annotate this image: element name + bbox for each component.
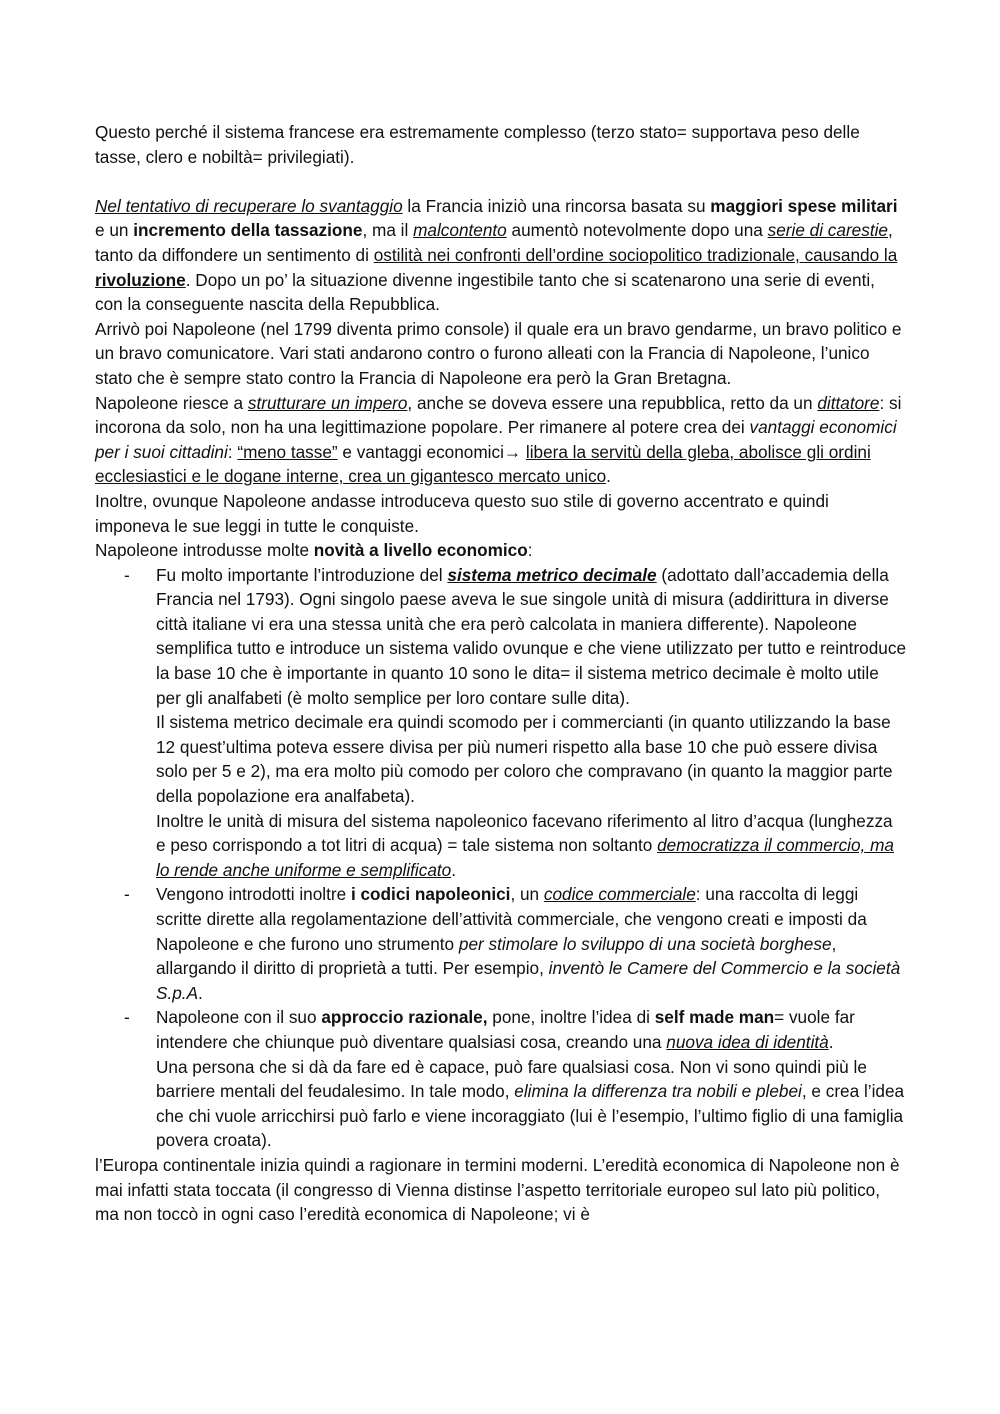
paragraph-spacer — [95, 169, 906, 194]
list-item-self-made-man — [124, 1005, 906, 1153]
paragraph-sistema-francese: Questo perché il sistema francese era estremamente complesso (terzo stato= supportava peso delle tasse, clero e nobiltà= privilegiati). — [95, 122, 860, 167]
phrase-societa-borghese: per stimolare lo sviluppo di una società borghese — [458, 933, 832, 954]
text-run: : — [227, 441, 238, 462]
list-item-codici-napoleonici — [124, 882, 906, 1005]
text-run: : una raccolta di leggi scritte dirette alla regolamentazione dell’attività commerciale, che vengono creati e imposti da Napoleone e che furono uno strumento — [156, 884, 867, 954]
phrase-approccio-razionale: approccio razionale, — [321, 1007, 488, 1028]
text-run: Vengono introdotti inoltre — [156, 884, 351, 905]
text-run: (adottato dall’accademia della Francia nel 1793). Ogni singolo paese aveva le sue singole unità di misura (addirittura in diverse città italiane vi era una stessa unità che era però calcolata in maniera differente). Napoleone semplifica tutto e introduce un sistema valido ovunque e che viene utilizzato per tutto e reintroduce la base 10 che è importante in quanto 10 sono le dita= il sistema metrico decimale è molto utile per gli analfabeti (è molto semplice per loro contare sulle dita). — [156, 564, 906, 708]
phrase-servitu-gleba: libera la servitù della gleba, abolisce gli ordini ecclesiastici e le dogane interne, crea un gigantesco mercato unico — [95, 441, 871, 487]
paragraph-rivoluzione — [95, 194, 906, 317]
phrase-tentativo: Nel tentativo di recuperare lo svantaggio — [95, 195, 403, 216]
text-run: . — [606, 466, 611, 487]
list-item-text — [156, 1055, 906, 1153]
phrase-codici-napoleonici: i codici napoleonici — [350, 884, 511, 905]
phrase-camere-commercio: inventò le Camere del Commercio e la società S.p.A — [156, 958, 901, 1003]
text-run: , anche se doveva essere una repubblica, retto da un — [407, 392, 818, 413]
list-item-text — [156, 1005, 906, 1054]
economic-novelties-list — [95, 563, 906, 1153]
paragraph-impero — [95, 391, 906, 489]
text-run: , allargando il diritto di proprietà a tutti. Per esempio, — [156, 933, 837, 979]
phrase-sistema-metrico-decimale: sistema metrico decimale — [447, 564, 657, 585]
text-run: . Dopo un po’ la situazione divenne ingestibile tanto che si scatenarono una serie di eventi, con la conseguente nascita della Repubblica. — [95, 269, 875, 315]
text-run: Napoleone introdusse molte — [95, 540, 314, 561]
phrase-strutturare-impero: strutturare un impero — [247, 392, 408, 413]
dash-bullet: - — [124, 1007, 130, 1028]
phrase-meno-tasse: “meno tasse” — [237, 441, 338, 462]
text-run: Una persona che si dà da fare ed è capace, può fare qualsiasi cosa. Non vi sono quindi più le barriere mentali del feudalesimo. In tale modo, — [156, 1056, 867, 1102]
phrase-malcontento: malcontento — [413, 220, 507, 241]
phrase-tassazione: incremento della tassazione — [133, 220, 363, 241]
phrase-novita-economico: novità a livello economico — [313, 540, 528, 561]
text-run: = vuole far intendere che chiunque può diventare qualsiasi cosa, creando una — [156, 1007, 855, 1052]
dash-bullet: - — [124, 884, 130, 905]
text-run: la Francia iniziò una rincorsa basata su — [402, 195, 711, 216]
paragraph-europa-continentale: l’Europa continentale inizia quindi a ragionare in termini moderni. L’eredità economica di Napoleone non è mai infatti stata toccata (il congresso di Vienna distinse l’aspetto territoriale europeo sul lato più politico, ma non toccò in ogni caso l’eredità economica di Napoleone; vi è — [95, 1154, 900, 1225]
text-run: Fu molto importante l’introduzione del — [156, 564, 448, 585]
phrase-nuova-identita: nuova idea di identità — [666, 1031, 829, 1052]
text-run: , un — [510, 884, 544, 905]
phrase-rivoluzione: rivoluzione — [95, 269, 186, 290]
text-run: , tanto da diffondere un sentimento di — [95, 220, 893, 265]
list-item-text — [156, 809, 906, 883]
phrase-vantaggi-economici: vantaggi economici per i suoi cittadini — [95, 417, 897, 462]
phrase-nobili-plebei: elimina la differenza tra nobili e plebei — [514, 1081, 802, 1102]
list-item-sistema-metrico — [124, 563, 906, 883]
text-run: ostilità nei confronti dell’ordine sociopolitico tradizionale, causando la — [373, 244, 898, 265]
dash-bullet: - — [124, 564, 130, 585]
phrase-self-made-man: self made man — [654, 1007, 775, 1028]
phrase-codice-commerciale: codice commerciale — [543, 884, 696, 905]
list-item-text: Il sistema metrico decimale era quindi scomodo per i commercianti (in quanto utilizzando la base 12 quest’ultima poteva essere divisa per più numeri rispetto alla base 10 che può essere divisa solo per 5 e 2), ma era molto più comodo per coloro che compravano (in quanto la maggior parte della popolazione era analfabeta). — [156, 712, 893, 807]
text-run: Napoleone riesce a — [95, 392, 248, 413]
text-run: : si incorona da solo, non ha una legittimazione popolare. Per rimanere al potere crea dei — [95, 392, 902, 438]
phrase-dittatore: dittatore — [817, 392, 880, 413]
paragraph-novita-economiche — [95, 538, 906, 563]
text-run: Napoleone con il suo — [156, 1007, 322, 1028]
list-item-text — [156, 563, 906, 711]
text-run: . — [198, 982, 203, 1003]
text-run: . — [451, 859, 456, 880]
paragraph-napoleone-console: Arrivò poi Napoleone (nel 1799 diventa primo console) il quale era un bravo gendarme, un bravo politico e un bravo comunicatore. Vari stati andarono contro o furono alleati con la Francia di Napoleone, l’unico stato che è sempre stato contro la Francia di Napoleone era però la Gran Bretagna. — [95, 318, 902, 388]
phrase-democratizza-commercio: democratizza il commercio, ma lo rende anche uniforme e semplificato — [156, 835, 894, 880]
text-run: aumentò notevolmente dopo una — [506, 220, 768, 241]
list-item-text — [156, 882, 906, 1005]
text-run: e un — [95, 220, 134, 241]
text-run: e vantaggi economici — [337, 441, 504, 462]
text-run: , e crea l’idea che chi vuole arricchirsi può farlo e viene incoraggiato (lui è l’esempio, l’ultimo figlio di una famiglia povera croata). — [156, 1081, 905, 1151]
text-run: , ma il — [362, 220, 414, 241]
text-run: . — [828, 1031, 834, 1052]
paragraph-stile-governo: Inoltre, ovunque Napoleone andasse introduceva questo suo stile di governo accentrato e quindi imponeva le sue leggi in tutte le conquiste. — [95, 490, 829, 536]
right-arrow-icon: → — [503, 441, 522, 462]
text-run: : — [527, 540, 533, 561]
phrase-carestie: serie di carestie — [767, 220, 888, 241]
text-run: Inoltre le unità di misura del sistema napoleonico facevano riferimento al litro d’acqua (lunghezza e peso corrispondo a tot litri di acqua) = tale sistema non soltanto — [156, 810, 893, 856]
text-run: pone, inoltre l’idea di — [487, 1007, 655, 1028]
phrase-spese-militari: maggiori spese militari — [710, 195, 898, 216]
